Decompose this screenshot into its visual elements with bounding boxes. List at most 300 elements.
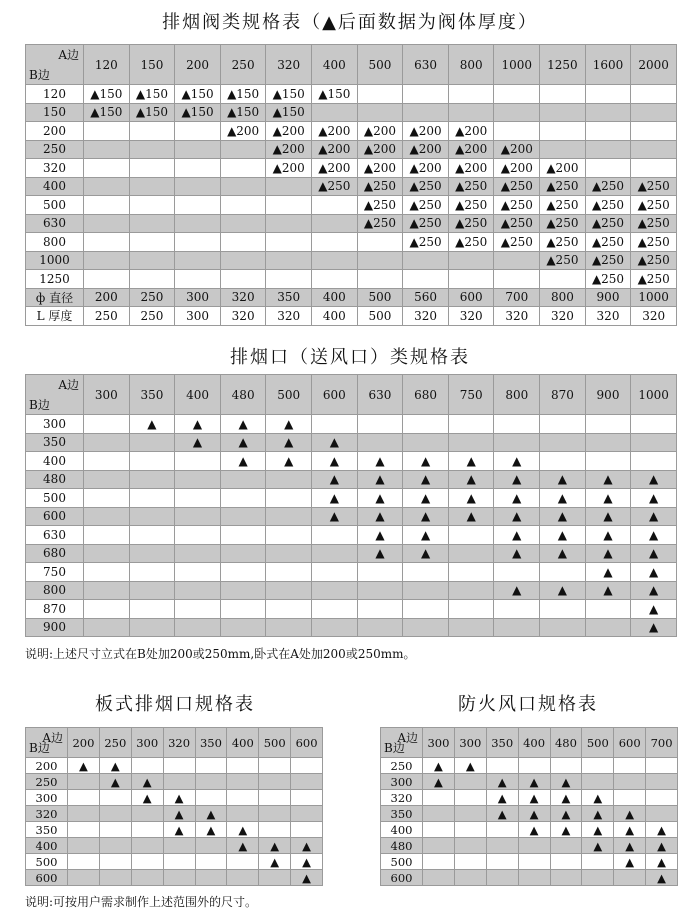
spec-cell [175, 270, 221, 289]
spec-cell [582, 774, 614, 790]
spec-cell: ▲ [99, 758, 131, 774]
spec-cell: 900 [585, 288, 631, 307]
spec-cell [266, 618, 312, 637]
spec-cell [99, 838, 131, 854]
spec-cell: ▲200 [312, 122, 358, 141]
spec-cell: ▲200 [448, 159, 494, 178]
spec-cell: ▲ [227, 838, 259, 854]
spec-cell [357, 103, 403, 122]
row-header: 300 [26, 415, 84, 434]
row-header: 350 [26, 822, 68, 838]
spec-cell [494, 563, 540, 582]
spec-cell: ▲ [291, 854, 323, 870]
column-header: 480 [220, 375, 266, 415]
spec-cell [84, 489, 130, 508]
spec-cell [68, 822, 100, 838]
spec-cell: ▲ [99, 774, 131, 790]
spec-cell [631, 103, 677, 122]
spec-cell [175, 140, 221, 159]
spec-cell [163, 838, 195, 854]
spec-cell: ▲ [585, 581, 631, 600]
table-row [26, 806, 323, 822]
spec-cell [227, 806, 259, 822]
row-header: 900 [26, 618, 84, 637]
spec-cell [227, 854, 259, 870]
spec-cell [175, 600, 221, 619]
spec-cell [614, 790, 646, 806]
spec-cell: ▲250 [540, 196, 586, 215]
column-header: 500 [357, 45, 403, 85]
table-row [26, 103, 677, 122]
spec-cell: ▲ [486, 774, 518, 790]
spec-cell [486, 822, 518, 838]
spec-cell: ▲200 [220, 122, 266, 141]
spec-cell: ▲250 [540, 177, 586, 196]
spec-cell [99, 854, 131, 870]
column-header: 150 [129, 45, 175, 85]
table-row [26, 600, 677, 619]
table-row [381, 774, 678, 790]
spec-cell [357, 251, 403, 270]
row-header: 500 [381, 854, 423, 870]
spec-cell [631, 140, 677, 159]
spec-cell: ▲ [291, 838, 323, 854]
spec-cell [266, 270, 312, 289]
spec-cell [84, 544, 130, 563]
spec-cell [220, 618, 266, 637]
row-header: 750 [26, 563, 84, 582]
table-row [381, 870, 678, 886]
row-header: L 厚度 [26, 307, 84, 326]
spec-cell [585, 103, 631, 122]
table-row [381, 822, 678, 838]
spec-cell: ▲250 [403, 214, 449, 233]
spec-cell [550, 870, 582, 886]
spec-cell [291, 822, 323, 838]
spec-cell: ▲250 [631, 233, 677, 252]
spec-cell [175, 470, 221, 489]
spec-cell [129, 196, 175, 215]
spec-cell [131, 806, 163, 822]
spec-cell [129, 600, 175, 619]
spec-cell [312, 251, 358, 270]
column-header: 300 [131, 728, 163, 758]
table-row [26, 774, 323, 790]
row-header: 250 [26, 140, 84, 159]
spec-cell: ▲ [312, 489, 358, 508]
spec-cell: ▲ [448, 470, 494, 489]
row-header: 500 [26, 854, 68, 870]
spec-cell: ▲200 [403, 140, 449, 159]
spec-cell [312, 544, 358, 563]
row-header: 320 [26, 806, 68, 822]
table-row [26, 214, 677, 233]
spec-cell: ▲ [494, 489, 540, 508]
spec-cell: ▲ [614, 822, 646, 838]
spec-cell: 500 [357, 307, 403, 326]
spec-cell: ▲ [494, 581, 540, 600]
spec-cell [585, 122, 631, 141]
spec-cell [131, 838, 163, 854]
spec-cell [585, 433, 631, 452]
spec-cell: ▲ [518, 806, 550, 822]
table-row [381, 806, 678, 822]
spec-cell: ▲250 [494, 196, 540, 215]
spec-cell [99, 806, 131, 822]
spec-cell [175, 563, 221, 582]
spec-cell [99, 790, 131, 806]
spec-cell [129, 452, 175, 471]
spec-cell [195, 838, 227, 854]
spec-cell [84, 507, 130, 526]
table-row [26, 159, 677, 178]
spec-cell: ▲ [614, 838, 646, 854]
spec-cell: 300 [175, 288, 221, 307]
spec-cell [454, 870, 486, 886]
spec-cell [266, 526, 312, 545]
spec-cell [227, 758, 259, 774]
spec-cell [163, 870, 195, 886]
spec-cell [646, 774, 678, 790]
spec-cell [448, 526, 494, 545]
a-side-label: A边 [42, 731, 63, 745]
spec-cell [540, 103, 586, 122]
spec-cell [266, 544, 312, 563]
spec-cell: ▲ [131, 774, 163, 790]
spec-cell [84, 140, 130, 159]
spec-cell: 320 [494, 307, 540, 326]
spec-cell [84, 196, 130, 215]
spec-cell: ▲ [486, 806, 518, 822]
spec-cell [84, 563, 130, 582]
row-header: 1250 [26, 270, 84, 289]
spec-cell: ▲ [220, 433, 266, 452]
spec-cell [163, 854, 195, 870]
spec-cell: ▲250 [403, 177, 449, 196]
spec-cell [312, 526, 358, 545]
spec-cell [84, 270, 130, 289]
spec-cell [68, 854, 100, 870]
spec-cell: ▲ [266, 415, 312, 434]
spec-cell [131, 822, 163, 838]
spec-cell: ▲ [227, 822, 259, 838]
spec-cell [448, 415, 494, 434]
table3-note: 说明:可按用户需求制作上述范围外的尺寸。 [25, 895, 258, 909]
corner-cell [26, 375, 84, 415]
spec-cell [129, 140, 175, 159]
spec-cell [129, 214, 175, 233]
spec-cell [448, 544, 494, 563]
spec-cell: 320 [631, 307, 677, 326]
spec-cell: ▲ [494, 507, 540, 526]
row-header: 500 [26, 196, 84, 215]
spec-cell: ▲ [494, 452, 540, 471]
spec-cell: ▲ [582, 790, 614, 806]
spec-cell [486, 870, 518, 886]
spec-cell: ▲250 [540, 251, 586, 270]
spec-cell: ▲250 [631, 177, 677, 196]
spec-cell [454, 806, 486, 822]
spec-cell: ▲ [357, 526, 403, 545]
spec-cell [357, 415, 403, 434]
spec-cell: ▲ [646, 838, 678, 854]
spec-cell: ▲ [550, 806, 582, 822]
column-header: 800 [448, 45, 494, 85]
spec-cell: ▲ [540, 544, 586, 563]
spec-cell: ▲150 [312, 85, 358, 104]
table-row [26, 870, 323, 886]
spec-cell [540, 563, 586, 582]
column-header: 500 [266, 375, 312, 415]
spec-cell: ▲ [403, 470, 449, 489]
spec-cell: ▲200 [494, 159, 540, 178]
column-header: 1000 [631, 375, 677, 415]
spec-cell: ▲ [585, 507, 631, 526]
spec-cell [585, 600, 631, 619]
spec-cell [129, 433, 175, 452]
spec-cell [403, 433, 449, 452]
spec-cell [646, 758, 678, 774]
spec-cell [129, 618, 175, 637]
spec-cell [423, 870, 455, 886]
table1-title: 排烟阀类规格表（▲后面数据为阀体厚度） [162, 12, 538, 33]
spec-cell [195, 854, 227, 870]
row-header: 480 [26, 470, 84, 489]
spec-cell: 320 [266, 307, 312, 326]
spec-cell [423, 838, 455, 854]
spec-cell: ▲ [614, 806, 646, 822]
spec-cell [585, 159, 631, 178]
column-header: 300 [84, 375, 130, 415]
spec-cell [357, 618, 403, 637]
spec-cell: ▲250 [631, 251, 677, 270]
column-header: 120 [84, 45, 130, 85]
spec-cell [266, 489, 312, 508]
spec-cell [266, 233, 312, 252]
spec-cell: ▲200 [494, 140, 540, 159]
spec-cell [220, 251, 266, 270]
spec-cell [175, 618, 221, 637]
spec-cell [494, 270, 540, 289]
spec-cell [614, 758, 646, 774]
spec-cell: ▲ [312, 507, 358, 526]
column-header: 320 [163, 728, 195, 758]
table-row [26, 251, 677, 270]
spec-cell: ▲250 [448, 233, 494, 252]
row-header: 300 [381, 774, 423, 790]
spec-cell [454, 838, 486, 854]
spec-cell: ▲ [68, 758, 100, 774]
spec-cell [540, 270, 586, 289]
spec-cell: ▲ [175, 433, 221, 452]
spec-cell [220, 600, 266, 619]
spec-cell [266, 600, 312, 619]
spec-cell [84, 526, 130, 545]
spec-cell: ▲150 [220, 85, 266, 104]
spec-cell [585, 85, 631, 104]
spec-cell [312, 103, 358, 122]
table-row [26, 526, 677, 545]
spec-cell [494, 103, 540, 122]
spec-cell: ▲ [631, 507, 677, 526]
column-header: 1600 [585, 45, 631, 85]
table-row [26, 489, 677, 508]
spec-cell [220, 507, 266, 526]
plate-outlet-spec-table [25, 727, 323, 886]
spec-cell: ▲150 [220, 103, 266, 122]
spec-cell: ▲ [518, 822, 550, 838]
a-side-label: A边 [58, 48, 79, 62]
column-header: 870 [540, 375, 586, 415]
table-row [26, 790, 323, 806]
spec-cell [266, 177, 312, 196]
spec-cell: ▲ [631, 563, 677, 582]
spec-cell: ▲ [357, 489, 403, 508]
spec-cell [195, 758, 227, 774]
spec-cell [291, 758, 323, 774]
spec-cell [129, 507, 175, 526]
table-row [26, 822, 323, 838]
spec-cell: ▲ [540, 581, 586, 600]
spec-cell [403, 581, 449, 600]
spec-cell: ▲ [259, 838, 291, 854]
spec-cell: 320 [585, 307, 631, 326]
spec-cell: ▲ [403, 507, 449, 526]
spec-cell: ▲250 [631, 270, 677, 289]
spec-cell: ▲ [518, 774, 550, 790]
spec-cell [540, 140, 586, 159]
row-header: 400 [26, 838, 68, 854]
spec-cell [266, 470, 312, 489]
spec-cell [266, 251, 312, 270]
spec-cell [540, 600, 586, 619]
row-header: 300 [26, 790, 68, 806]
row-header: 200 [26, 122, 84, 141]
spec-cell: ▲ [631, 544, 677, 563]
spec-cell: ▲250 [357, 177, 403, 196]
column-header: 500 [582, 728, 614, 758]
spec-cell [614, 774, 646, 790]
spec-cell: ▲250 [494, 233, 540, 252]
spec-cell [175, 196, 221, 215]
spec-cell [175, 581, 221, 600]
spec-cell [259, 870, 291, 886]
column-header: 680 [403, 375, 449, 415]
spec-cell [175, 159, 221, 178]
spec-cell [403, 270, 449, 289]
spec-cell [84, 159, 130, 178]
spec-cell [454, 854, 486, 870]
spec-cell [129, 270, 175, 289]
spec-cell: 320 [220, 288, 266, 307]
spec-cell [357, 270, 403, 289]
spec-cell: ▲250 [403, 233, 449, 252]
column-header: 2000 [631, 45, 677, 85]
column-header: 600 [614, 728, 646, 758]
spec-cell [129, 251, 175, 270]
spec-cell [175, 507, 221, 526]
spec-cell [84, 618, 130, 637]
column-header: 400 [312, 45, 358, 85]
column-header: 350 [195, 728, 227, 758]
spec-cell: 700 [494, 288, 540, 307]
spec-cell [312, 600, 358, 619]
spec-cell: ▲ [614, 854, 646, 870]
spec-cell [220, 563, 266, 582]
spec-cell: ▲ [550, 822, 582, 838]
spec-cell: ▲250 [448, 214, 494, 233]
spec-cell: ▲ [312, 433, 358, 452]
spec-cell: ▲250 [494, 177, 540, 196]
spec-cell: ▲ [582, 822, 614, 838]
spec-cell: ▲250 [631, 196, 677, 215]
header-row [381, 728, 678, 758]
column-header: 250 [220, 45, 266, 85]
spec-cell: ▲ [550, 790, 582, 806]
spec-cell [403, 563, 449, 582]
spec-cell [582, 854, 614, 870]
spec-cell: 600 [448, 288, 494, 307]
table-row [26, 452, 677, 471]
spec-cell [84, 233, 130, 252]
spec-cell: ▲ [403, 526, 449, 545]
spec-cell [448, 581, 494, 600]
spec-cell: ▲ [631, 600, 677, 619]
spec-cell [423, 822, 455, 838]
column-header: 400 [175, 375, 221, 415]
column-header: 400 [227, 728, 259, 758]
spec-cell [129, 526, 175, 545]
spec-cell: ▲200 [540, 159, 586, 178]
b-side-label: B边 [29, 741, 50, 755]
spec-cell: ▲ [195, 806, 227, 822]
spec-cell: ▲ [494, 470, 540, 489]
spec-cell [227, 790, 259, 806]
row-header: 150 [26, 103, 84, 122]
column-header: 300 [423, 728, 455, 758]
row-header: ф 直径 [26, 288, 84, 307]
spec-cell: 1000 [631, 288, 677, 307]
spec-cell: ▲ [585, 544, 631, 563]
header-row [26, 375, 677, 415]
spec-cell [494, 85, 540, 104]
spec-cell [518, 838, 550, 854]
spec-cell: 500 [357, 288, 403, 307]
spec-cell [68, 806, 100, 822]
spec-cell: ▲200 [403, 159, 449, 178]
spec-cell: ▲200 [448, 122, 494, 141]
spec-cell [266, 581, 312, 600]
spec-cell [84, 600, 130, 619]
spec-cell [227, 774, 259, 790]
row-header: 630 [26, 214, 84, 233]
row-header: 400 [26, 177, 84, 196]
spec-cell [259, 758, 291, 774]
spec-cell: ▲ [550, 774, 582, 790]
spec-cell [291, 790, 323, 806]
column-header: 350 [486, 728, 518, 758]
spec-cell [448, 600, 494, 619]
spec-cell: ▲200 [403, 122, 449, 141]
spec-cell: ▲ [631, 489, 677, 508]
spec-cell [259, 822, 291, 838]
spec-cell [423, 806, 455, 822]
spec-cell [357, 581, 403, 600]
spec-cell [129, 544, 175, 563]
spec-cell: ▲ [585, 470, 631, 489]
row-header: 320 [381, 790, 423, 806]
spec-cell [131, 870, 163, 886]
